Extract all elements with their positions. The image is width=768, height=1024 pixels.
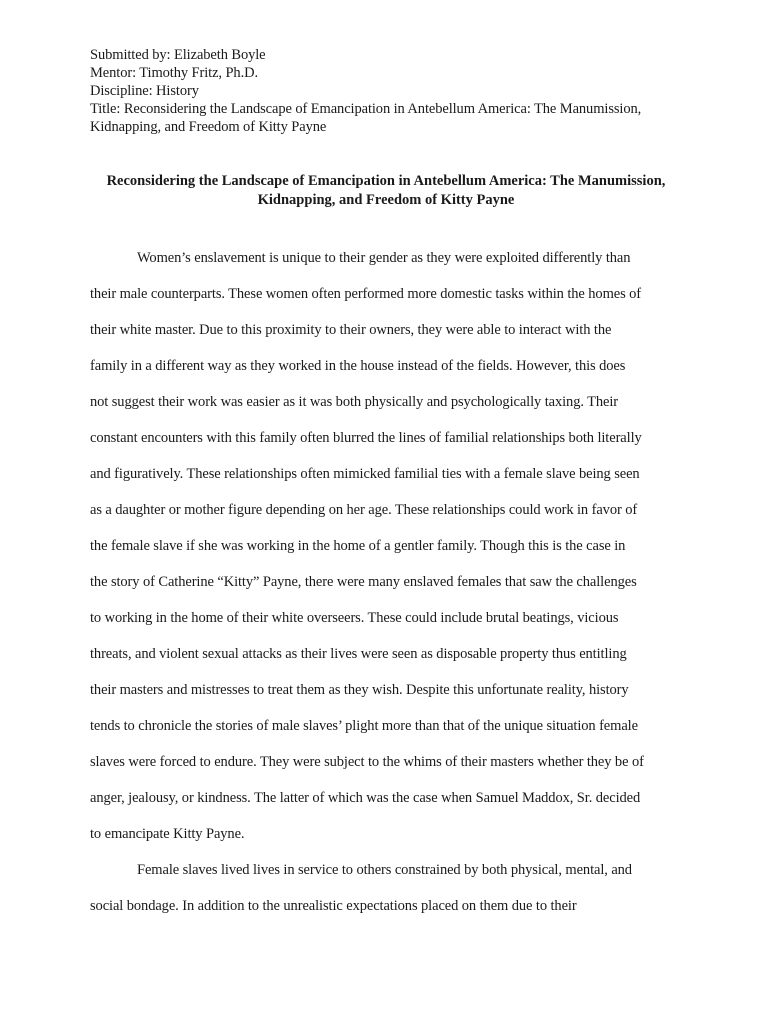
body-text	[90, 240, 690, 924]
title-line-2: Kidnapping, and Freedom of Kitty Payne	[90, 119, 327, 135]
discipline: Discipline: History	[90, 83, 199, 99]
body-line: their male counterparts. These women often performed more domestic tasks within the homes of	[90, 286, 642, 302]
paper-title-line-2: Kidnapping, and Freedom of Kitty Payne	[257, 192, 515, 208]
body-line: social bondage. In addition to the unrealistic expectations placed on them due to their	[90, 898, 577, 914]
body-line: tends to chronicle the stories of male slaves’ plight more than that of the unique situation female	[90, 718, 638, 734]
paper-title-line-1: Reconsidering the Landscape of Emancipation in Antebellum America: The Manumission,	[106, 173, 666, 189]
body-line: constant encounters with this family often blurred the lines of familial relationships both literally	[90, 430, 642, 446]
body-line: slaves were forced to endure. They were subject to the whims of their masters whether they be of	[90, 754, 644, 770]
body-line: family in a different way as they worked in the house instead of the fields. However, this does	[90, 358, 626, 374]
body-line: to emancipate Kitty Payne.	[90, 826, 245, 842]
body-line: their white master. Due to this proximity to their owners, they were able to interact with the	[90, 322, 612, 338]
submitted-by: Submitted by: Elizabeth Boyle	[90, 47, 266, 63]
body-line: anger, jealousy, or kindness. The latter of which was the case when Samuel Maddox, Sr. decided	[90, 790, 641, 806]
body-line: Female slaves lived lives in service to others constrained by both physical, mental, and	[137, 862, 632, 878]
body-line: the female slave if she was working in the home of a gentler family. Though this is the case in	[90, 538, 626, 554]
body-line: the story of Catherine “Kitty” Payne, there were many enslaved females that saw the challenges	[90, 574, 637, 590]
body-line: as a daughter or mother figure depending on her age. These relationships could work in favor of	[90, 502, 638, 518]
body-line: Women’s enslavement is unique to their gender as they were exploited differently than	[137, 250, 631, 266]
paper-title	[80, 172, 692, 210]
body-line: threats, and violent sexual attacks as their lives were seen as disposable property thus entitling	[90, 646, 627, 662]
body-line: not suggest their work was easier as it was both physically and psychologically taxing. Their	[90, 394, 619, 410]
body-line: and figuratively. These relationships often mimicked familial ties with a female slave being seen	[90, 466, 640, 482]
body-line: to working in the home of their white overseers. These could include brutal beatings, vicious	[90, 610, 619, 626]
title-line-1: Title: Reconsidering the Landscape of Emancipation in Antebellum America: The Manumission,	[90, 101, 642, 117]
body-line: their masters and mistresses to treat them as they wish. Despite this unfortunate reality, history	[90, 682, 629, 698]
mentor: Mentor: Timothy Fritz, Ph.D.	[90, 65, 259, 81]
submission-header	[90, 46, 690, 136]
